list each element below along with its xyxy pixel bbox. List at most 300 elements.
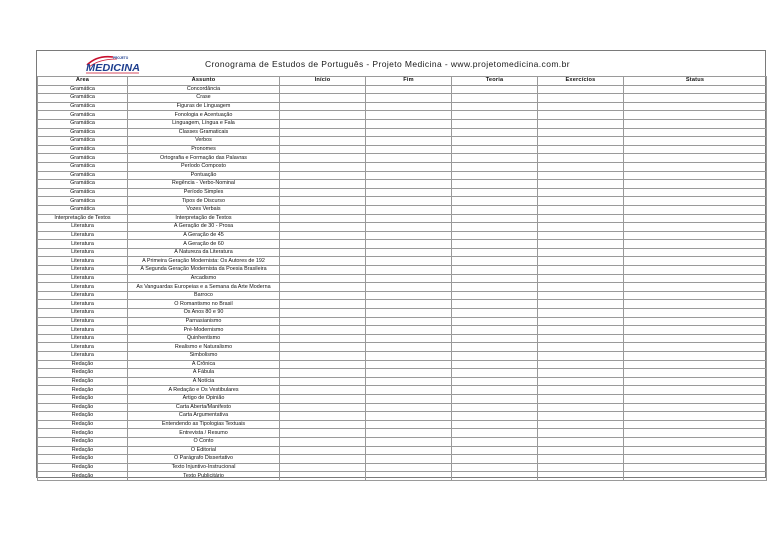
cell-exercicios[interactable] [538,266,624,275]
table-row [38,352,767,361]
cell-teoria[interactable] [452,171,538,180]
cell-assunto: A Redação e Os Vestibulares [128,386,280,395]
cell-inicio[interactable] [280,154,366,163]
cell-status[interactable] [624,300,767,309]
cell-fim[interactable] [366,386,452,395]
cell-assunto: Interpretação de Textos [128,214,280,223]
cell-exercicios[interactable] [538,85,624,94]
cell-exercicios[interactable] [538,437,624,446]
cell-fim[interactable] [366,266,452,275]
cell-fim[interactable] [366,403,452,412]
cell-teoria[interactable] [452,248,538,257]
cell-exercicios[interactable] [538,334,624,343]
cell-inicio[interactable] [280,94,366,103]
cell-fim[interactable] [366,248,452,257]
cell-inicio[interactable] [280,240,366,249]
cell-teoria[interactable] [452,317,538,326]
cell-fim[interactable] [366,352,452,361]
cell-status[interactable] [624,205,767,214]
cell-status[interactable] [624,326,767,335]
cell-assunto: A Crônica [128,360,280,369]
cell-inicio[interactable] [280,386,366,395]
table-row [38,231,767,240]
cell-inicio[interactable] [280,352,366,361]
cell-fim[interactable] [366,420,452,429]
cell-assunto: Crase [128,94,280,103]
cell-fim[interactable] [366,343,452,352]
cell-fim[interactable] [366,274,452,283]
cell-status[interactable] [624,85,767,94]
cell-teoria[interactable] [452,85,538,94]
cell-teoria[interactable] [452,291,538,300]
cell-teoria[interactable] [452,102,538,111]
cell-fim[interactable] [366,128,452,137]
cell-inicio[interactable] [280,317,366,326]
cell-fim[interactable] [366,171,452,180]
table-row [38,214,767,223]
table-row [38,266,767,275]
cell-fim[interactable] [366,377,452,386]
table-row [38,394,767,403]
cell-teoria[interactable] [452,266,538,275]
cell-area: Redação [38,369,128,378]
table-row [38,429,767,438]
cell-status[interactable] [624,291,767,300]
cell-inicio[interactable] [280,472,366,481]
cell-assunto: Figuras de Linguagem [128,102,280,111]
cell-inicio[interactable] [280,360,366,369]
cell-inicio[interactable] [280,180,366,189]
cell-area: Redação [38,394,128,403]
table-row [38,85,767,94]
cell-fim[interactable] [366,300,452,309]
cell-teoria[interactable] [452,352,538,361]
cell-inicio[interactable] [280,137,366,146]
cell-teoria[interactable] [452,429,538,438]
cell-teoria[interactable] [452,119,538,128]
cell-status[interactable] [624,283,767,292]
cell-exercicios[interactable] [538,111,624,120]
cell-fim[interactable] [366,317,452,326]
table-body [38,85,767,480]
cell-assunto: Concordância [128,85,280,94]
cell-teoria[interactable] [452,274,538,283]
cell-assunto: O Conto [128,437,280,446]
cell-teoria[interactable] [452,455,538,464]
cell-fim[interactable] [366,240,452,249]
column-header-exercicios: Exercícios [538,77,624,86]
table-row [38,223,767,232]
cell-teoria[interactable] [452,343,538,352]
cell-exercicios[interactable] [538,429,624,438]
cell-teoria[interactable] [452,223,538,232]
cell-inicio[interactable] [280,85,366,94]
cell-exercicios[interactable] [538,197,624,206]
cell-status[interactable] [624,352,767,361]
cell-area: Literatura [38,231,128,240]
cell-assunto: Realismo e Naturalismo [128,343,280,352]
logo-top-text: PROJETO [113,56,129,60]
cell-exercicios[interactable] [538,257,624,266]
cell-inicio[interactable] [280,326,366,335]
cell-fim[interactable] [366,257,452,266]
cell-area: Gramática [38,162,128,171]
cell-status[interactable] [624,334,767,343]
cell-inicio[interactable] [280,429,366,438]
cell-fim[interactable] [366,455,452,464]
cell-inicio[interactable] [280,145,366,154]
cell-area: Redação [38,412,128,421]
cell-fim[interactable] [366,231,452,240]
cell-assunto: Quinhentismo [128,334,280,343]
cell-status[interactable] [624,197,767,206]
cell-fim[interactable] [366,119,452,128]
cell-status[interactable] [624,360,767,369]
cell-exercicios[interactable] [538,352,624,361]
cell-inicio[interactable] [280,102,366,111]
cell-teoria[interactable] [452,154,538,163]
cell-inicio[interactable] [280,171,366,180]
cell-inicio[interactable] [280,197,366,206]
cell-assunto: A Fábula [128,369,280,378]
cell-assunto: O Editorial [128,446,280,455]
table-row [38,291,767,300]
cell-exercicios[interactable] [538,231,624,240]
table-row [38,102,767,111]
cell-status[interactable] [624,437,767,446]
cell-exercicios[interactable] [538,128,624,137]
cell-fim[interactable] [366,180,452,189]
cell-fim[interactable] [366,94,452,103]
cell-teoria[interactable] [452,188,538,197]
cell-assunto: O Romantismo no Brasil [128,300,280,309]
cell-fim[interactable] [366,283,452,292]
cell-assunto: A Primeira Geração Modernista: Os Autores de 192 [128,257,280,266]
cell-teoria[interactable] [452,386,538,395]
cell-area: Gramática [38,94,128,103]
cell-teoria[interactable] [452,463,538,472]
cell-status[interactable] [624,317,767,326]
cell-teoria[interactable] [452,111,538,120]
cell-status[interactable] [624,137,767,146]
cell-assunto: Vozes Verbais [128,205,280,214]
cell-exercicios[interactable] [538,291,624,300]
cell-inicio[interactable] [280,119,366,128]
cell-teoria[interactable] [452,394,538,403]
cell-teoria[interactable] [452,309,538,318]
cell-status[interactable] [624,446,767,455]
cell-status[interactable] [624,102,767,111]
cell-exercicios[interactable] [538,386,624,395]
cell-teoria[interactable] [452,197,538,206]
cell-inicio[interactable] [280,377,366,386]
table-row [38,420,767,429]
cell-exercicios[interactable] [538,137,624,146]
cell-assunto: As Vanguardas Europeias e a Semana da Arte Moderna [128,283,280,292]
cell-inicio[interactable] [280,214,366,223]
cell-assunto: Período Composto [128,162,280,171]
cell-fim[interactable] [366,188,452,197]
cell-inicio[interactable] [280,437,366,446]
cell-teoria[interactable] [452,94,538,103]
cell-exercicios[interactable] [538,223,624,232]
cell-exercicios[interactable] [538,171,624,180]
cell-inicio[interactable] [280,369,366,378]
cell-status[interactable] [624,429,767,438]
cell-assunto: Simbolismo [128,352,280,361]
cell-teoria[interactable] [452,377,538,386]
cell-fim[interactable] [366,437,452,446]
cell-exercicios[interactable] [538,394,624,403]
cell-status[interactable] [624,309,767,318]
cell-exercicios[interactable] [538,240,624,249]
cell-exercicios[interactable] [538,180,624,189]
cell-status[interactable] [624,412,767,421]
cell-inicio[interactable] [280,291,366,300]
cell-area: Redação [38,446,128,455]
cell-exercicios[interactable] [538,455,624,464]
cell-fim[interactable] [366,472,452,481]
cell-teoria[interactable] [452,326,538,335]
cell-fim[interactable] [366,85,452,94]
cell-teoria[interactable] [452,240,538,249]
cell-inicio[interactable] [280,188,366,197]
cell-area: Redação [38,386,128,395]
cell-exercicios[interactable] [538,102,624,111]
cell-area: Literatura [38,334,128,343]
cell-fim[interactable] [366,154,452,163]
cell-exercicios[interactable] [538,94,624,103]
cell-exercicios[interactable] [538,309,624,318]
cell-inicio[interactable] [280,274,366,283]
cell-status[interactable] [624,369,767,378]
cell-status[interactable] [624,162,767,171]
cell-assunto: Linguagem, Língua e Fala [128,119,280,128]
cell-exercicios[interactable] [538,326,624,335]
cell-status[interactable] [624,119,767,128]
cell-area: Redação [38,360,128,369]
cell-status[interactable] [624,463,767,472]
cell-exercicios[interactable] [538,472,624,481]
cell-assunto: A Geração de 60 [128,240,280,249]
cell-fim[interactable] [366,412,452,421]
cell-inicio[interactable] [280,300,366,309]
cell-teoria[interactable] [452,128,538,137]
cell-teoria[interactable] [452,403,538,412]
cell-inicio[interactable] [280,223,366,232]
cell-inicio[interactable] [280,334,366,343]
cell-fim[interactable] [366,111,452,120]
table-row [38,171,767,180]
table-row [38,180,767,189]
cell-status[interactable] [624,214,767,223]
cell-assunto: A Geração de 45 [128,231,280,240]
cell-exercicios[interactable] [538,145,624,154]
cell-teoria[interactable] [452,412,538,421]
cell-inicio[interactable] [280,412,366,421]
cell-inicio[interactable] [280,128,366,137]
cell-teoria[interactable] [452,214,538,223]
cell-status[interactable] [624,180,767,189]
cell-teoria[interactable] [452,283,538,292]
cell-status[interactable] [624,394,767,403]
cell-status[interactable] [624,94,767,103]
cell-exercicios[interactable] [538,162,624,171]
cell-exercicios[interactable] [538,154,624,163]
cell-fim[interactable] [366,446,452,455]
cell-teoria[interactable] [452,360,538,369]
cell-fim[interactable] [366,291,452,300]
cell-teoria[interactable] [452,334,538,343]
cell-area: Literatura [38,291,128,300]
cell-exercicios[interactable] [538,420,624,429]
cell-area: Gramática [38,197,128,206]
cell-exercicios[interactable] [538,274,624,283]
cell-exercicios[interactable] [538,369,624,378]
cell-fim[interactable] [366,334,452,343]
cell-exercicios[interactable] [538,377,624,386]
table-row [38,386,767,395]
cell-inicio[interactable] [280,266,366,275]
cell-area: Literatura [38,352,128,361]
cell-status[interactable] [624,240,767,249]
cell-teoria[interactable] [452,437,538,446]
cell-exercicios[interactable] [538,300,624,309]
cell-inicio[interactable] [280,111,366,120]
cell-fim[interactable] [366,369,452,378]
cell-inicio[interactable] [280,283,366,292]
cell-teoria[interactable] [452,300,538,309]
cell-exercicios[interactable] [538,412,624,421]
cell-fim[interactable] [366,223,452,232]
cell-exercicios[interactable] [538,317,624,326]
cell-area: Gramática [38,102,128,111]
cell-status[interactable] [624,343,767,352]
cell-fim[interactable] [366,360,452,369]
cell-teoria[interactable] [452,420,538,429]
cell-assunto: A Geração de 30 - Prosa [128,223,280,232]
cell-exercicios[interactable] [538,205,624,214]
cell-inicio[interactable] [280,463,366,472]
cell-status[interactable] [624,266,767,275]
cell-fim[interactable] [366,102,452,111]
cell-teoria[interactable] [452,162,538,171]
cell-inicio[interactable] [280,343,366,352]
cell-exercicios[interactable] [538,463,624,472]
cell-exercicios[interactable] [538,446,624,455]
cell-inicio[interactable] [280,309,366,318]
cell-exercicios[interactable] [538,283,624,292]
cell-area: Redação [38,463,128,472]
cell-fim[interactable] [366,205,452,214]
cell-status[interactable] [624,111,767,120]
cell-fim[interactable] [366,214,452,223]
column-header-teoria: Teoria [452,77,538,86]
cell-fim[interactable] [366,394,452,403]
cell-status[interactable] [624,472,767,481]
cell-inicio[interactable] [280,455,366,464]
table-row [38,128,767,137]
cell-exercicios[interactable] [538,360,624,369]
column-header-status: Status [624,77,767,86]
cell-teoria[interactable] [452,205,538,214]
cell-teoria[interactable] [452,231,538,240]
cell-status[interactable] [624,248,767,257]
cell-status[interactable] [624,231,767,240]
cell-status[interactable] [624,377,767,386]
cell-inicio[interactable] [280,403,366,412]
cell-area: Redação [38,472,128,481]
cell-assunto: Pré-Modernismo [128,326,280,335]
cell-exercicios[interactable] [538,188,624,197]
cell-area: Gramática [38,171,128,180]
cell-fim[interactable] [366,309,452,318]
cell-inicio[interactable] [280,420,366,429]
cell-status[interactable] [624,420,767,429]
cell-status[interactable] [624,257,767,266]
cell-exercicios[interactable] [538,248,624,257]
table-row [38,137,767,146]
table-row [38,446,767,455]
cell-fim[interactable] [366,326,452,335]
cell-inicio[interactable] [280,248,366,257]
cell-status[interactable] [624,154,767,163]
cell-exercicios[interactable] [538,119,624,128]
table-row [38,205,767,214]
cell-teoria[interactable] [452,137,538,146]
table-header-row [38,77,767,86]
table-row [38,248,767,257]
cell-assunto: Regência - Verbo-Nominal [128,180,280,189]
cell-teoria[interactable] [452,446,538,455]
cell-fim[interactable] [366,162,452,171]
cell-teoria[interactable] [452,472,538,481]
cell-teoria[interactable] [452,180,538,189]
cell-teoria[interactable] [452,145,538,154]
cell-fim[interactable] [366,197,452,206]
cell-exercicios[interactable] [538,403,624,412]
cell-status[interactable] [624,145,767,154]
cell-inicio[interactable] [280,394,366,403]
cell-inicio[interactable] [280,446,366,455]
schedule-sheet [36,50,766,478]
cell-teoria[interactable] [452,369,538,378]
cell-assunto: A Natureza da Literatura [128,248,280,257]
cell-inicio[interactable] [280,231,366,240]
table-row [38,326,767,335]
cell-status[interactable] [624,386,767,395]
cell-assunto: Artigo de Opinião [128,394,280,403]
cell-inicio[interactable] [280,257,366,266]
cell-status[interactable] [624,223,767,232]
cell-teoria[interactable] [452,257,538,266]
cell-status[interactable] [624,274,767,283]
cell-inicio[interactable] [280,205,366,214]
cell-status[interactable] [624,171,767,180]
cell-inicio[interactable] [280,162,366,171]
cell-fim[interactable] [366,137,452,146]
cell-status[interactable] [624,188,767,197]
cell-status[interactable] [624,403,767,412]
cell-fim[interactable] [366,145,452,154]
cell-exercicios[interactable] [538,214,624,223]
cell-exercicios[interactable] [538,343,624,352]
cell-status[interactable] [624,128,767,137]
cell-status[interactable] [624,455,767,464]
cell-fim[interactable] [366,429,452,438]
cell-fim[interactable] [366,463,452,472]
cell-area: Gramática [38,111,128,120]
